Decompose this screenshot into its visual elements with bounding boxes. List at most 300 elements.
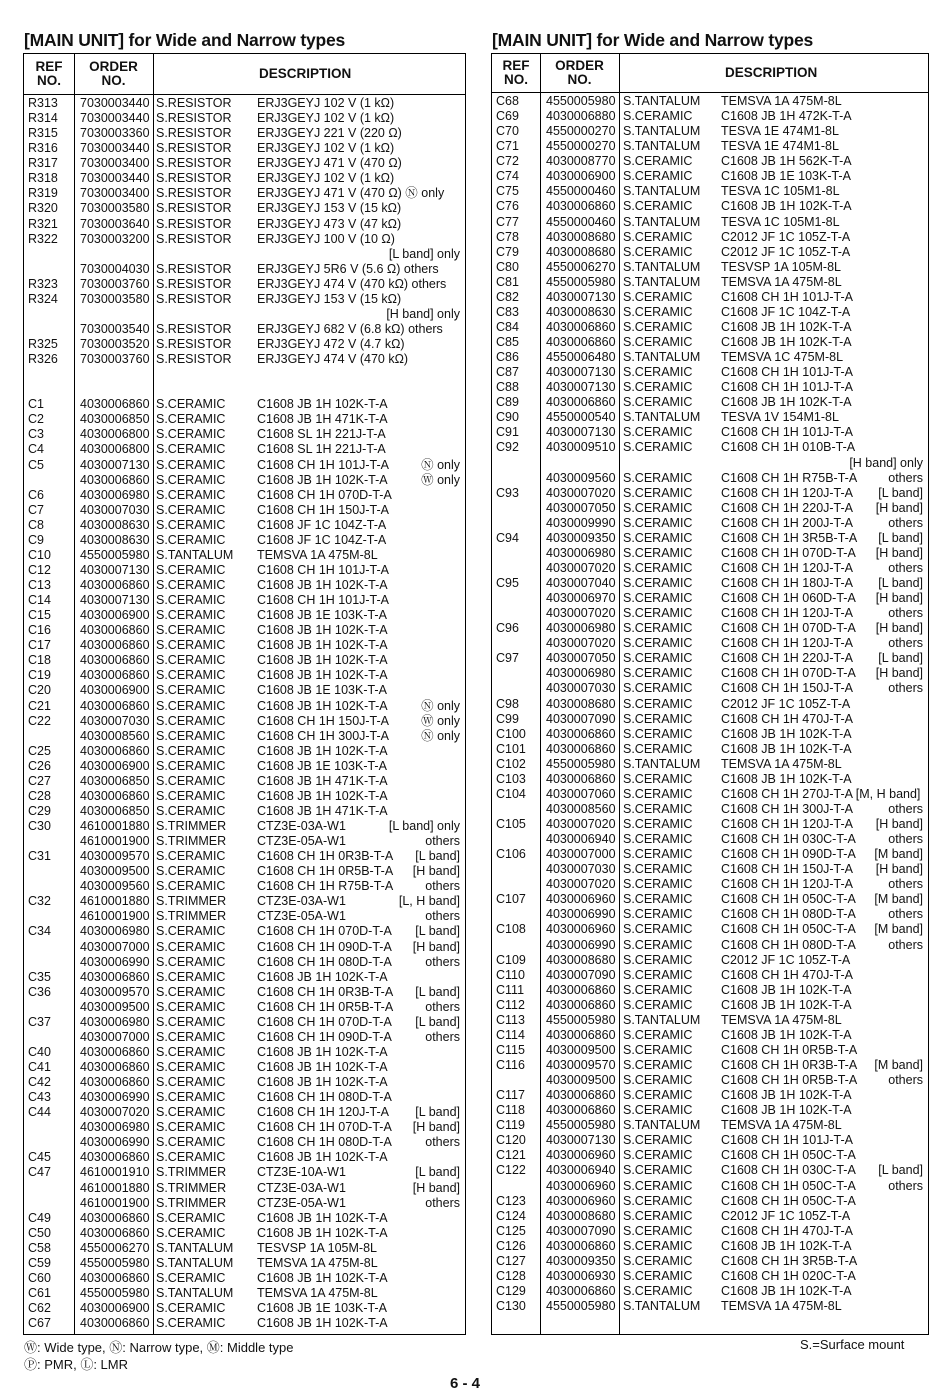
part-description: C1608 CH 1H 101J-T-A — [257, 593, 390, 608]
ref-no: C15 — [28, 608, 51, 623]
part-note: [H band] — [412, 1180, 460, 1195]
part-note: Ⓝ only — [421, 457, 460, 472]
order-no: 4550005980 — [546, 274, 616, 289]
order-no: 4030006860 — [546, 726, 616, 741]
part-description: C1608 JB 1E 103K-T-A — [721, 169, 851, 184]
part-description: C1608 CH 1H 0R5B-T-A — [721, 1042, 858, 1057]
table-row — [24, 1090, 465, 1105]
table-row — [492, 531, 928, 546]
parts-table-left — [23, 53, 466, 1335]
table-row — [24, 412, 465, 427]
order-no: 4550000540 — [546, 410, 616, 425]
ref-no: C59 — [28, 1255, 51, 1270]
part-type: S.TANTALUM — [623, 1118, 701, 1133]
part-description: C1608 CH 1H 070D-T-A — [257, 1120, 392, 1135]
part-note: others — [888, 907, 923, 922]
part-type: S.CERAMIC — [156, 758, 226, 773]
part-note: others — [425, 834, 460, 849]
part-type: S.CERAMIC — [156, 638, 226, 653]
part-description: C1608 JB 1H 102K-T-A — [721, 1283, 852, 1298]
part-type: S.CERAMIC — [623, 1088, 693, 1103]
part-description: C1608 CH 1H 090D-T-A — [257, 1029, 392, 1044]
ref-no: C90 — [496, 410, 519, 425]
order-no: 4030006860 — [546, 335, 616, 349]
order-no: 4030006960 — [546, 1178, 616, 1193]
ref-no: C110 — [496, 967, 525, 982]
part-description: C1608 JB 1H 102K-T-A — [721, 1088, 852, 1103]
part-description: C1608 CH 1H 300J-T-A — [257, 728, 390, 743]
order-no: 4030009350 — [546, 1253, 616, 1268]
part-description: C1608 JB 1H 102K-T-A — [257, 472, 388, 487]
ref-no: C117 — [496, 1088, 525, 1103]
part-type: S.CERAMIC — [623, 1193, 693, 1208]
part-description: C1608 CH 1H 080D-T-A — [721, 907, 856, 922]
part-type: S.CERAMIC — [623, 229, 693, 244]
order-no: 4030007020 — [80, 1105, 150, 1120]
part-description: C1608 CH 1H 070D-T-A — [721, 666, 856, 681]
part-type: S.CERAMIC — [623, 169, 693, 184]
legend-type-footnote: Ⓦ: Wide type, Ⓝ: Narrow type, Ⓜ: Middle type — [24, 1340, 294, 1355]
part-type: S.CERAMIC — [623, 907, 693, 922]
order-no: 4030006860 — [546, 1088, 616, 1103]
ref-no: C81 — [496, 274, 519, 289]
ref-no: C87 — [496, 365, 519, 380]
part-note: [M band] — [874, 847, 923, 862]
table-row — [24, 1196, 465, 1211]
part-note: [L, H band] — [398, 894, 460, 909]
part-description: C1608 CH 1H 470J-T-A — [721, 711, 854, 726]
ref-no: C68 — [496, 94, 519, 108]
table-row — [24, 171, 465, 186]
table-row — [24, 729, 465, 744]
order-no: 4030007130 — [80, 562, 150, 577]
part-type: S.TRIMMER — [156, 834, 227, 849]
part-description: TEMSVA 1A 475M-8L — [721, 1012, 842, 1027]
order-no: 4030007130 — [546, 1133, 616, 1148]
part-description: C1608 JB 1H 102K-T-A — [257, 1316, 388, 1331]
part-type: S.CERAMIC — [156, 879, 226, 894]
part-description: ERJ3GEYJ 221 V (220 Ω) — [257, 126, 402, 141]
ref-no: C5 — [28, 457, 44, 472]
order-no: 4030006850 — [80, 803, 150, 818]
table-row — [492, 320, 928, 335]
order-no: 4030007130 — [80, 593, 150, 608]
table-row — [24, 894, 465, 909]
order-no: 7030003200 — [80, 231, 150, 246]
part-type: S.CERAMIC — [623, 1163, 693, 1178]
order-no: 4030009990 — [546, 515, 616, 530]
part-type: S.TRIMMER — [156, 1180, 227, 1195]
ref-no: C40 — [28, 1044, 51, 1059]
part-description: ERJ3GEYJ 471 V (470 Ω) — [257, 156, 402, 171]
order-no: 4030008770 — [546, 154, 616, 169]
part-description: C1608 CH 1H 090D-T-A — [257, 939, 392, 954]
part-type: S.TANTALUM — [623, 756, 701, 771]
part-type: S.CERAMIC — [623, 560, 693, 575]
ref-no: C37 — [28, 1014, 51, 1029]
part-type: S.CERAMIC — [623, 651, 693, 666]
order-no: 4030006860 — [80, 638, 150, 653]
part-description: C1608 CH 1H 101J-T-A — [721, 425, 854, 440]
part-description: C2012 JF 1C 105Z-T-A — [721, 696, 851, 711]
part-note: others — [888, 1178, 923, 1193]
part-type: S.CERAMIC — [156, 954, 226, 969]
part-type: S.CERAMIC — [623, 335, 693, 349]
part-note: [L band] only — [388, 246, 460, 261]
table-row — [492, 1148, 928, 1163]
part-description: TEMSVA 1A 475M-8L — [257, 547, 378, 562]
table-row — [492, 666, 928, 681]
table-row — [24, 277, 465, 292]
table-row — [24, 623, 465, 638]
table-row — [492, 697, 928, 712]
part-description: ERJ3GEYJ 472 V (4.7 kΩ) — [257, 337, 405, 351]
part-type: S.CERAMIC — [623, 1073, 693, 1088]
order-no: 4030008680 — [546, 229, 616, 244]
part-note: others — [888, 832, 923, 847]
ref-no: C123 — [496, 1193, 526, 1208]
part-type: S.TRIMMER — [156, 894, 227, 909]
part-type: S.RESISTOR — [156, 352, 232, 367]
ref-no: C129 — [496, 1283, 526, 1298]
table-row — [24, 1316, 465, 1331]
ref-no: C84 — [496, 319, 519, 334]
part-description: C1608 JB 1H 102K-T-A — [257, 638, 388, 653]
part-type: S.CERAMIC — [156, 1075, 226, 1090]
part-description: C2012 JF 1C 105Z-T-A — [721, 229, 851, 244]
order-no: 4030006930 — [546, 1268, 616, 1283]
part-description: ERJ3GEYJ 474 V (470 kΩ) — [257, 352, 409, 367]
table-row — [24, 141, 465, 156]
part-description: C1608 JB 1H 102K-T-A — [721, 395, 852, 410]
ref-no: C16 — [28, 623, 51, 638]
part-description: C1608 JB 1H 471K-T-A — [257, 412, 388, 427]
table-row — [24, 292, 465, 307]
part-description: C1608 CH 1H 470J-T-A — [721, 967, 854, 982]
part-note: [H band] — [875, 500, 923, 515]
ref-no: C1 — [28, 397, 44, 412]
ref-no: C76 — [496, 199, 519, 214]
part-description: TEMSVA 1A 475M-8L — [721, 1299, 842, 1313]
ref-no: C118 — [496, 1103, 525, 1118]
part-description: C1608 CH 1H 200J-T-A — [721, 515, 854, 530]
order-no: 4030006860 — [546, 771, 616, 786]
table-row — [24, 382, 465, 397]
part-description: C1608 CH 1H 050C-T-A — [721, 922, 856, 937]
part-description: ERJ3GEYJ 153 V (15 kΩ) — [257, 291, 402, 306]
table-row — [24, 563, 465, 578]
part-type: S.TANTALUM — [623, 1012, 701, 1027]
part-description: TEMSVA 1A 475M-8L — [721, 1118, 842, 1133]
table-row — [24, 1045, 465, 1060]
part-note: [L band] — [415, 1105, 460, 1120]
part-type: S.CERAMIC — [156, 532, 226, 547]
order-no: 4550005980 — [546, 1118, 616, 1133]
part-description: C1608 CH 1H R75B-T-A — [257, 879, 394, 894]
part-description: C1608 JB 1H 102K-T-A — [721, 319, 852, 334]
table-body-left — [24, 96, 465, 1331]
ref-no: C30 — [28, 819, 51, 833]
ref-no: C79 — [496, 244, 519, 259]
table-row — [492, 1058, 928, 1073]
part-description: C1608 CH 1H 080D-T-A — [257, 1090, 392, 1105]
table-row — [24, 1120, 465, 1135]
order-no: 4030009500 — [80, 999, 150, 1014]
part-type: S.CERAMIC — [623, 515, 693, 530]
part-type: S.CERAMIC — [623, 1208, 693, 1223]
table-row — [24, 307, 465, 322]
order-no: 7030003580 — [80, 291, 150, 306]
table-row — [492, 1224, 928, 1239]
order-no: 4030006990 — [546, 907, 616, 922]
part-note: [L band] — [415, 849, 460, 864]
table-row — [24, 96, 465, 111]
part-type: S.RESISTOR — [156, 291, 232, 306]
order-no: 4030006850 — [80, 412, 150, 427]
part-description: C2012 JF 1C 105Z-T-A — [721, 1208, 851, 1223]
order-no: 7030003580 — [80, 201, 150, 216]
table-row — [492, 1269, 928, 1284]
table-row — [492, 1299, 928, 1314]
order-no: 4610001880 — [80, 894, 150, 909]
table-row — [24, 1301, 465, 1316]
table-row — [492, 998, 928, 1013]
part-description: C1608 JB 1E 103K-T-A — [257, 608, 387, 623]
ref-no: C120 — [496, 1133, 526, 1148]
part-type: S.CERAMIC — [623, 711, 693, 726]
table-row — [24, 744, 465, 759]
table-row — [24, 924, 465, 939]
table-row — [492, 230, 928, 245]
part-note: others — [888, 560, 923, 575]
order-no: 7030003400 — [80, 186, 150, 201]
part-type: S.RESISTOR — [156, 337, 232, 351]
part-description: C1608 JB 1H 102K-T-A — [257, 1060, 388, 1074]
table-row — [24, 232, 465, 247]
part-description: C1608 CH 1H 030C-T-A — [721, 1163, 856, 1178]
part-note: [L band] — [415, 984, 460, 999]
order-no: 4030008560 — [80, 728, 150, 743]
part-note: [L band] — [878, 530, 923, 545]
ref-no: C28 — [28, 788, 51, 803]
table-row — [24, 985, 465, 1000]
order-no: 4030006990 — [546, 937, 616, 952]
table-row — [492, 1133, 928, 1148]
order-no: 4030006970 — [546, 591, 616, 606]
part-description: C1608 JB 1H 102K-T-A — [721, 982, 852, 997]
ref-no: C50 — [28, 1225, 51, 1240]
part-description: C1608 CH 1H 120J-T-A — [721, 560, 854, 575]
part-description: ERJ3GEYJ 682 V (6.8 kΩ) others — [257, 321, 443, 336]
ref-no: C58 — [28, 1240, 51, 1255]
part-description: C1608 JB 1H 102K-T-A — [257, 1150, 388, 1165]
part-type: S.CERAMIC — [156, 969, 226, 984]
part-description: C1608 SL 1H 221J-T-A — [257, 442, 386, 457]
part-note: [H band] — [875, 591, 923, 606]
table-row — [24, 699, 465, 714]
part-note: Ⓦ only — [421, 713, 460, 728]
order-no: 4030007020 — [546, 485, 616, 500]
order-no: 7030004030 — [80, 261, 150, 276]
part-type: S.CERAMIC — [156, 608, 226, 623]
part-type: S.CERAMIC — [156, 713, 226, 728]
part-type: S.CERAMIC — [156, 397, 226, 412]
table-row — [24, 1256, 465, 1271]
ref-no: R326 — [28, 352, 58, 367]
part-type: S.CERAMIC — [156, 698, 226, 713]
part-note: [H band] — [875, 817, 923, 831]
part-description: C1608 CH 1H 020C-T-A — [721, 1268, 856, 1283]
table-row — [492, 1043, 928, 1058]
ref-no: R325 — [28, 337, 58, 351]
ref-no: C36 — [28, 984, 51, 999]
part-description: CTZ3E-05A-W1 — [257, 1195, 346, 1210]
part-description: TEMSVA 1C 475M-8L — [721, 350, 844, 365]
table-row — [492, 922, 928, 937]
ref-no: C42 — [28, 1075, 51, 1090]
part-description: C1608 CH 1H 0R5B-T-A — [257, 864, 394, 879]
order-no: 4030006940 — [546, 832, 616, 847]
parts-table-right — [491, 53, 929, 1335]
order-no: 4030007030 — [80, 713, 150, 728]
table-row — [492, 290, 928, 305]
table-row — [492, 1179, 928, 1194]
order-no: 4030009350 — [546, 530, 616, 545]
part-type: S.CERAMIC — [623, 470, 693, 485]
part-type: S.CERAMIC — [623, 289, 693, 304]
part-type: S.CERAMIC — [623, 304, 693, 319]
table-row — [24, 608, 465, 623]
header-description: DESCRIPTION — [725, 65, 818, 80]
part-note: Ⓝ only — [421, 698, 460, 713]
part-description: C1608 JB 1E 103K-T-A — [257, 1301, 387, 1315]
table-row — [24, 1181, 465, 1196]
part-description: C1608 CH 1H 050C-T-A — [721, 1148, 856, 1163]
part-type: S.TANTALUM — [623, 274, 701, 289]
order-no: 4550000460 — [546, 214, 616, 229]
order-no: 4550006270 — [546, 259, 616, 274]
order-no: 4030006860 — [546, 997, 616, 1012]
order-no: 4030006860 — [80, 743, 150, 758]
order-no: 4550005980 — [80, 1255, 150, 1270]
part-type: S.CERAMIC — [156, 1135, 226, 1150]
page-number: 6 - 4 — [450, 1375, 481, 1392]
part-type: S.CERAMIC — [156, 1316, 226, 1331]
order-no: 4030006860 — [546, 1238, 616, 1253]
part-type: S.RESISTOR — [156, 126, 232, 141]
order-no: 4030006860 — [80, 623, 150, 638]
ref-no: R322 — [28, 231, 58, 246]
ref-no: C35 — [28, 969, 51, 984]
table-row — [24, 488, 465, 503]
part-description: C1608 JB 1H 102K-T-A — [257, 969, 388, 984]
order-no: 4030006940 — [546, 1163, 616, 1178]
part-description: C1608 CH 1H 180J-T-A — [721, 576, 854, 590]
part-description: C1608 CH 1H 080D-T-A — [721, 937, 856, 952]
header-order-no: ORDER NO. — [89, 59, 138, 88]
table-row — [24, 217, 465, 232]
page-title-left: [MAIN UNIT] for Wide and Narrow types — [24, 30, 346, 50]
order-no: 4030006980 — [80, 924, 150, 939]
part-type: S.TANTALUM — [623, 259, 701, 274]
part-note: others — [888, 1073, 923, 1088]
order-no: 4030007090 — [546, 967, 616, 982]
order-no: 4030008560 — [546, 801, 616, 816]
part-description: TESVA 1V 154M1-8L — [721, 410, 839, 425]
order-no: 4030009510 — [546, 440, 616, 455]
part-description: TEMSVA 1A 475M-8L — [257, 1285, 378, 1300]
part-description: C1608 JB 1H 472K-T-A — [721, 109, 852, 124]
ref-no: C97 — [496, 651, 519, 666]
part-description: ERJ3GEYJ 102 V (1 kΩ) — [257, 171, 395, 186]
part-type: S.RESISTOR — [156, 231, 232, 246]
order-no: 4030006860 — [80, 1270, 150, 1285]
part-type: S.CERAMIC — [623, 937, 693, 952]
order-no: 4030006860 — [80, 1210, 150, 1225]
table-row — [24, 970, 465, 985]
part-description: C1608 JB 1E 103K-T-A — [257, 758, 387, 773]
ref-no: C99 — [496, 711, 519, 726]
order-no: 4030006800 — [80, 427, 150, 442]
table-row — [24, 804, 465, 819]
order-no: 4030006860 — [546, 1103, 616, 1118]
table-row — [24, 352, 465, 367]
part-description: C1608 JB 1H 562K-T-A — [721, 154, 852, 169]
ref-no: R323 — [28, 276, 58, 291]
table-row — [492, 847, 928, 862]
table-row — [24, 1150, 465, 1165]
table-row — [492, 154, 928, 169]
part-type: S.CERAMIC — [623, 440, 693, 455]
order-no: 4550005980 — [546, 1012, 616, 1027]
part-note: [L band] — [878, 651, 923, 666]
part-description: C1608 CH 1H 070D-T-A — [721, 621, 856, 636]
part-description: C1608 JF 1C 104Z-T-A — [257, 532, 387, 547]
part-type: S.CERAMIC — [623, 1283, 693, 1298]
ref-no: C32 — [28, 894, 51, 909]
part-description: C1608 JB 1H 471K-T-A — [257, 773, 388, 788]
part-description: C1608 CH 1H 150J-T-A — [721, 862, 854, 877]
order-no: 4030006960 — [546, 922, 616, 937]
order-no: 4030006880 — [546, 109, 616, 124]
part-description: C1608 JB 1H 102K-T-A — [721, 771, 852, 786]
part-description: C1608 CH 1H 050C-T-A — [721, 892, 856, 907]
part-note: [M band] — [874, 892, 923, 907]
table-row — [492, 335, 928, 350]
part-type: S.CERAMIC — [156, 623, 226, 638]
ref-no: C12 — [28, 562, 51, 577]
part-description: C1608 CH 1H 120J-T-A — [721, 877, 854, 892]
table-row — [24, 533, 465, 548]
part-description: TEMSVA 1A 475M-8L — [257, 1255, 378, 1270]
table-row — [24, 578, 465, 593]
part-description: C1608 CH 1H 0R3B-T-A — [721, 1058, 858, 1072]
order-no: 7030003540 — [80, 321, 150, 336]
part-note: others — [888, 937, 923, 952]
ref-no: C85 — [496, 335, 519, 349]
part-type: S.CERAMIC — [623, 982, 693, 997]
ref-no: C83 — [496, 304, 519, 319]
ref-no: C112 — [496, 997, 525, 1012]
part-type: S.CERAMIC — [156, 939, 226, 954]
ref-no: C102 — [496, 756, 526, 771]
order-no: 4030008630 — [80, 517, 150, 532]
order-no: 4030006960 — [546, 1148, 616, 1163]
order-no: 4030009500 — [546, 1042, 616, 1057]
part-description: C1608 CH 1H 150J-T-A — [721, 681, 854, 696]
order-no: 4030006860 — [80, 1316, 150, 1331]
order-no: 4030006860 — [546, 1027, 616, 1042]
